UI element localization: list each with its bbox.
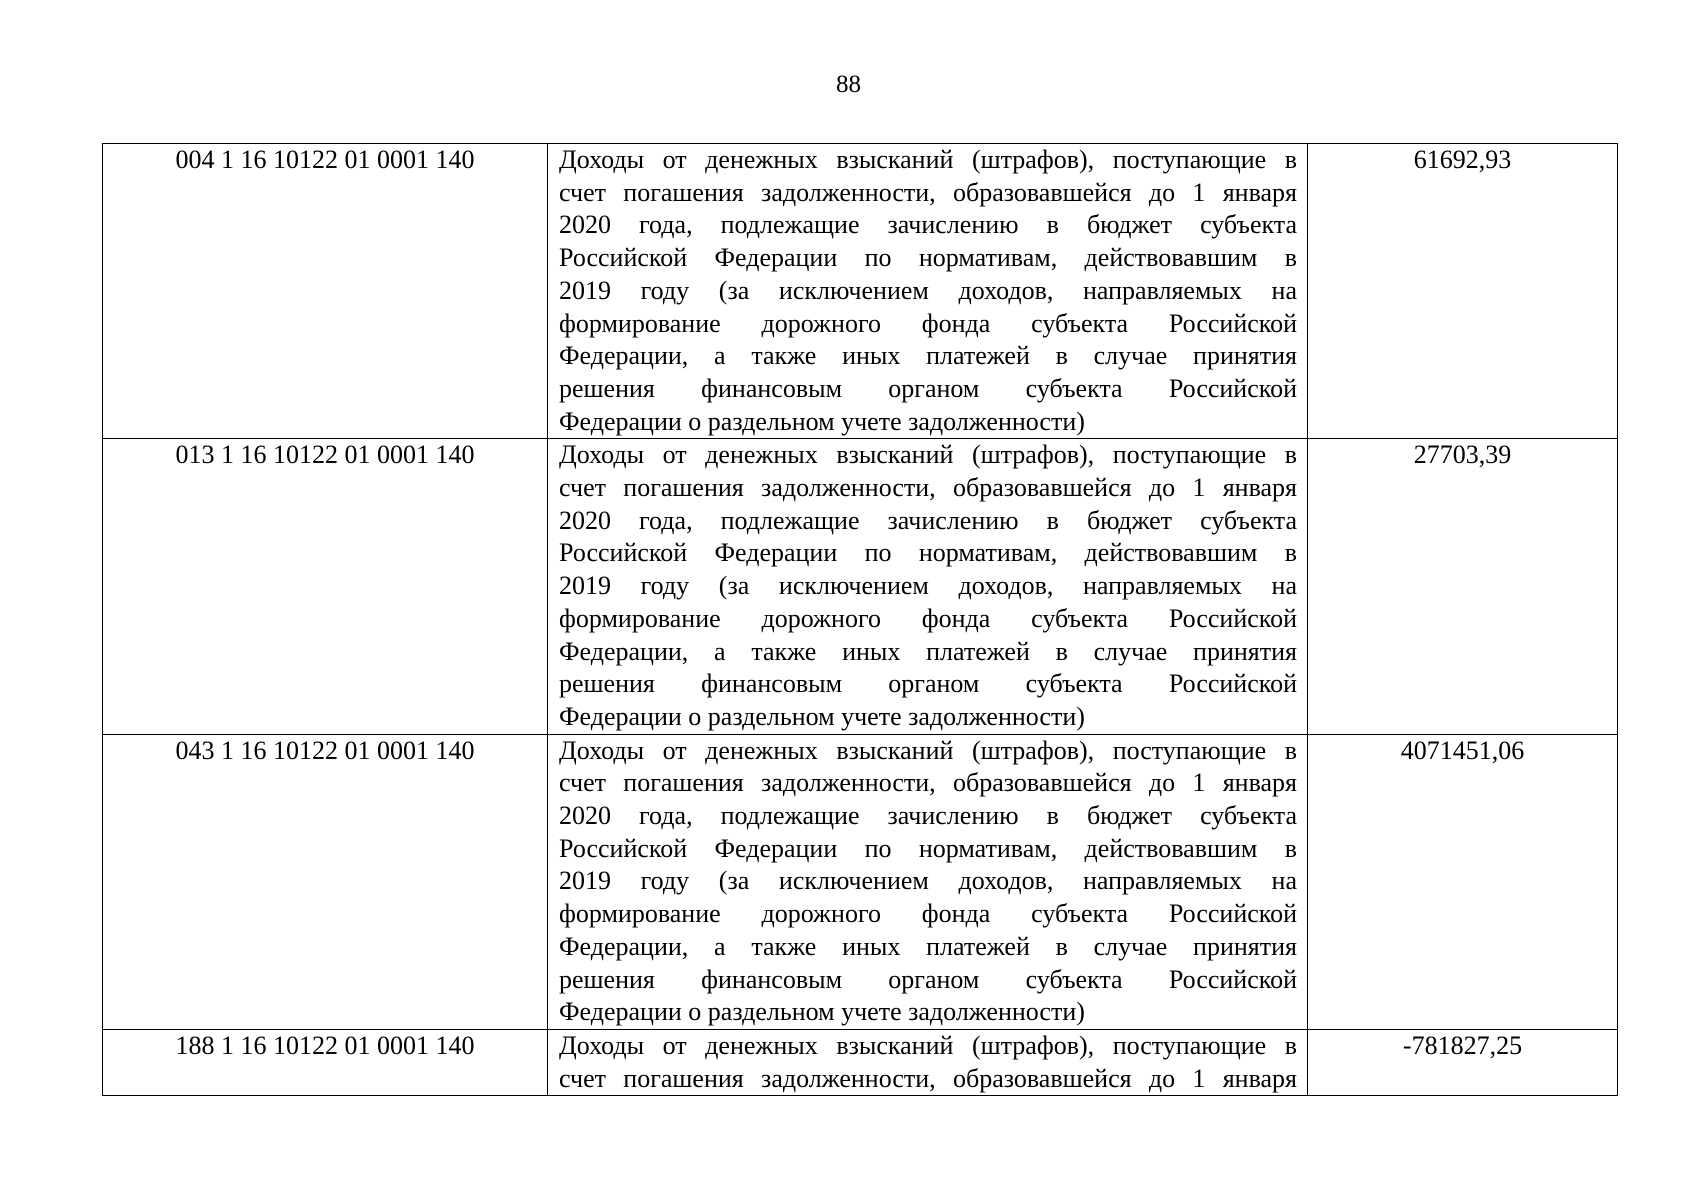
description-line: 2020 года, подлежащие зачислению в бюджет субъекта [559, 505, 1297, 535]
description-line: Российской Федерации по нормативам, действовавшим в [559, 243, 1297, 273]
description-line: 2019 году (за исключением доходов, направляемых на [559, 866, 1297, 896]
description-line: 2019 году (за исключением доходов, направляемых на [559, 275, 1297, 305]
table-row [103, 439, 1618, 734]
budget-code-cell: 043 1 16 10122 01 0001 140 [103, 734, 548, 1029]
description-cell [548, 734, 1308, 1029]
description-line: решения финансовым органом субъекта Российской [559, 669, 1297, 699]
description-line: решения финансовым органом субъекта Российской [559, 964, 1297, 994]
budget-code-cell: 013 1 16 10122 01 0001 140 [103, 439, 548, 734]
description-line: Доходы от денежных взысканий (штрафов), поступающие в [559, 735, 1297, 765]
table-row [103, 144, 1618, 439]
description-line: Федерации о раздельном учете задолженности) [559, 406, 1085, 436]
page-number: 88 [836, 71, 861, 98]
description-line: решения финансовым органом субъекта Российской [559, 373, 1297, 403]
description-line: Российской Федерации по нормативам, действовавшим в [559, 538, 1297, 568]
description-line: Доходы от денежных взысканий (штрафов), поступающие в [559, 440, 1297, 470]
revenue-table [102, 143, 1618, 1096]
table-row [103, 734, 1618, 1029]
amount-cell: 61692,93 [1308, 144, 1618, 439]
description-cell [548, 144, 1308, 439]
amount-cell: -781827,25 [1308, 1029, 1618, 1095]
description-line: 2019 году (за исключением доходов, направляемых на [559, 571, 1297, 601]
description-line: Доходы от денежных взысканий (штрафов), поступающие в [559, 1030, 1297, 1060]
description-line: счет погашения задолженности, образовавшейся до 1 января [559, 768, 1297, 798]
description-line: Федерации, а также иных платежей в случае принятия [559, 341, 1297, 371]
amount-cell: 27703,39 [1308, 439, 1618, 734]
description-line: счет погашения задолженности, образовавшейся до 1 января [559, 177, 1297, 207]
budget-code-cell: 004 1 16 10122 01 0001 140 [103, 144, 548, 439]
description-line: Федерации, а также иных платежей в случае принятия [559, 931, 1297, 961]
description-line: Федерации, а также иных платежей в случае принятия [559, 636, 1297, 666]
description-line: Федерации о раздельном учете задолженности) [559, 997, 1085, 1027]
description-line: Федерации о раздельном учете задолженности) [559, 701, 1085, 731]
description-line: счет погашения задолженности, образовавшейся до 1 января [559, 473, 1297, 503]
revenue-table-body [103, 144, 1618, 1096]
amount-cell: 4071451,06 [1308, 734, 1618, 1029]
budget-code-cell: 188 1 16 10122 01 0001 140 [103, 1029, 548, 1095]
description-line: формирование дорожного фонда субъекта Российской [559, 603, 1297, 633]
description-line: Российской Федерации по нормативам, действовавшим в [559, 833, 1297, 863]
description-cell [548, 1029, 1308, 1095]
description-line: 2020 года, подлежащие зачислению в бюджет субъекта [559, 801, 1297, 831]
description-line: Доходы от денежных взысканий (штрафов), поступающие в [559, 145, 1297, 174]
description-line: формирование дорожного фонда субъекта Российской [559, 308, 1297, 338]
description-line: 2020 года, подлежащие зачислению в бюджет субъекта [559, 210, 1297, 240]
description-cell [548, 439, 1308, 734]
table-row [103, 1029, 1618, 1095]
description-line: счет погашения задолженности, образовавшейся до 1 января [559, 1063, 1297, 1093]
description-line: формирование дорожного фонда субъекта Российской [559, 899, 1297, 929]
